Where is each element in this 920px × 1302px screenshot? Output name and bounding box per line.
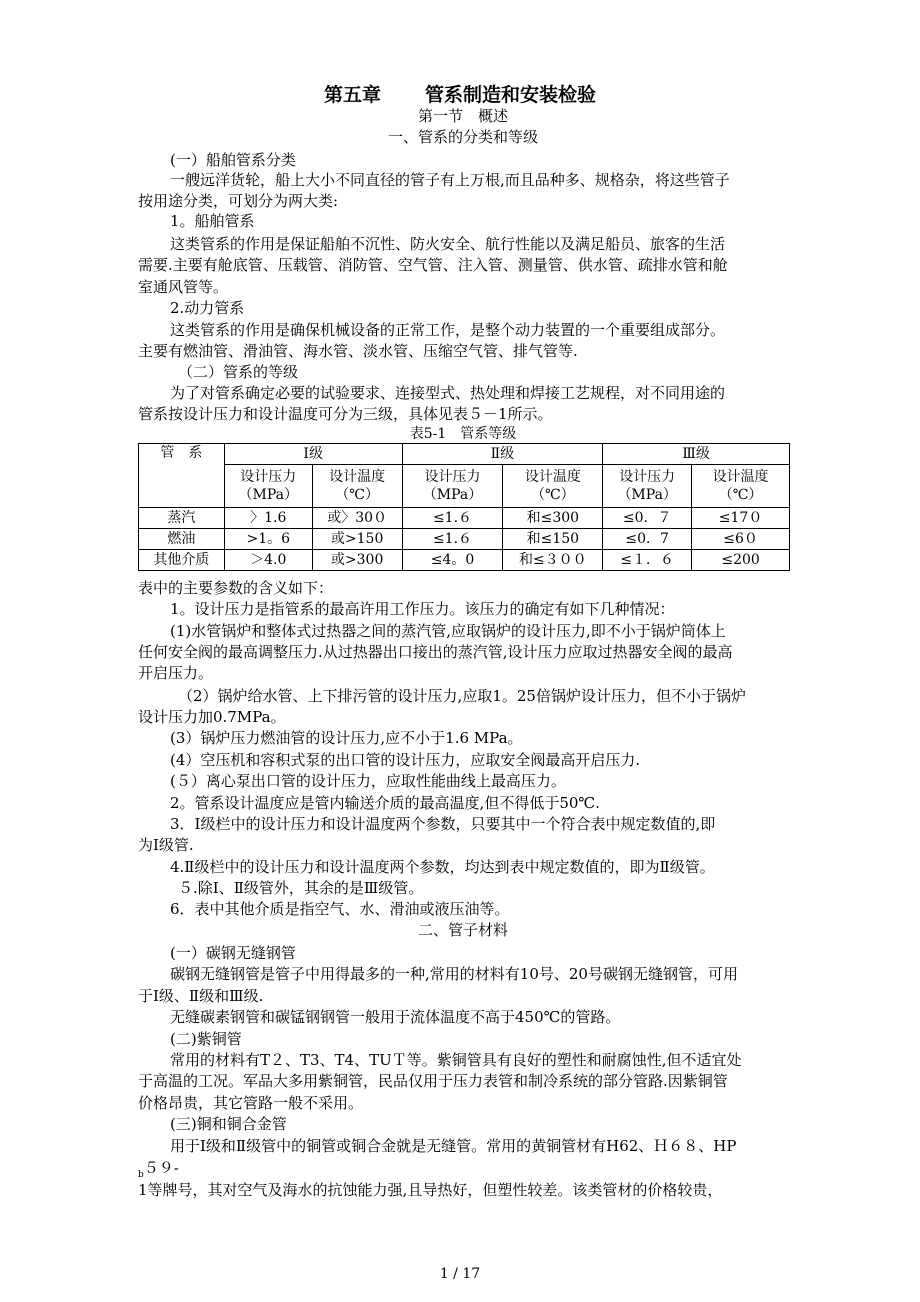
table-cell: 或>150 (312, 529, 402, 550)
table-cell: >1。6 (224, 529, 312, 550)
para-line: 2。管系设计温度应是管内输送介质的最高温度,但不得低于50℃. (170, 794, 600, 812)
table-row (139, 550, 790, 571)
para-line: 1。船舶管系 (170, 212, 255, 230)
para-line: 常用的材料有T２、T3、T4、TUＴ等。紫铜管具有良好的塑性和耐腐蚀性,但不适宜处 (170, 1051, 742, 1069)
para-line: (５）离心泵出口管的设计压力，应取性能曲线上最高压力。 (170, 772, 566, 790)
row-label: 燃油 (139, 529, 225, 550)
subheader-label: 设计压力 (619, 469, 676, 485)
table-cell: ≤4。0 (402, 550, 503, 571)
table-subheader (692, 465, 790, 508)
subheader-label: 设计温度 (524, 469, 581, 485)
para-line: 2.动力管系 (170, 299, 245, 317)
row-label: 其他介质 (139, 550, 225, 571)
para-line: ５.除Ⅰ、Ⅱ级管外，其余的是Ⅲ级管。 (178, 879, 424, 897)
para-line: 于高温的工况。军品大多用紫铜管，民品仅用于压力表管和制冷系统的部分管路.因紫铜管 (138, 1072, 728, 1090)
subheader-unit: （MPa） (238, 487, 298, 503)
heading-materials: 二、管子材料 (417, 921, 508, 939)
para-line: (1)水管锅炉和整体式过热器之间的蒸汽管,应取锅炉的设计压力,即不小于锅炉筒体上 (170, 622, 726, 640)
para-line: (3）锅炉压力燃油管的设计压力,应不小于1.6 MPa。 (170, 729, 523, 747)
subscript-b: b (138, 1170, 144, 1180)
para-line: 需要.主要有舱底管、压载管、消防管、空气管、注入管、测量管、供水管、疏排水管和舱 (138, 256, 728, 274)
para-line: 1。设计压力是指管系的最高许用工作压力。该压力的确定有如下几种情况： (170, 600, 675, 618)
table-cell: ≤１．６ (603, 550, 692, 571)
table-header-system: 管 系 (139, 444, 225, 508)
para-line: (一）船舶管系分类 (170, 151, 296, 169)
para-line: 按用途分类，可划分为两大类: (138, 192, 339, 210)
chapter-title (0, 80, 920, 107)
para-line: 价格昂贵，其它管路一般不采用。 (138, 1094, 364, 1112)
para-line: (一）碳钢无缝钢管 (170, 944, 296, 962)
para-line: 为了对管系确定必要的试验要求、连接型式、热处理和焊接工艺规程，对不同用途的 (170, 384, 726, 402)
para-line: （二）管系的等级 (178, 363, 299, 381)
table-cell: 和≤３００ (503, 550, 603, 571)
subheader-unit: （℃） (530, 487, 575, 503)
subheader-label: 设计压力 (424, 469, 481, 485)
heading-classification: 一、管系的分类和等级 (387, 128, 538, 146)
table-subheader (503, 465, 603, 508)
para-line: 表中的主要参数的含义如下： (138, 579, 334, 597)
para-line: 用于Ⅰ级和Ⅱ级管中的铜管或铜合金就是无缝管。常用的黄铜管材有H62、Ｈ６８、HP (170, 1137, 737, 1155)
subheader-unit: （℃） (335, 487, 379, 503)
table-subheader (312, 465, 402, 508)
para-line: 这类管系的作用是保证船舶不沉性、防火安全、航行性能以及满足船员、旅客的生活 (170, 235, 726, 253)
table-cell: ≤6０ (692, 529, 790, 550)
para-line: 1等牌号，其对空气及海水的抗蚀能力强,且导热好，但塑性较差。该类管材的价格较贵， (138, 1181, 723, 1199)
table-caption: 表5-1 管系等级 (409, 426, 517, 442)
row-label: 蒸汽 (139, 508, 225, 529)
table-cell: 或〉30０ (312, 508, 402, 529)
para-line: 管系按设计压力和设计温度可分为三级，具体见表５－1所示。 (138, 405, 553, 423)
chapter-number: 第五章 (323, 84, 381, 106)
para-line: 任何安全阀的最高调整压力.从过热器出口接出的蒸汽管,设计压力应取过热器安全阀的最高 (138, 643, 733, 661)
table-row (139, 508, 790, 529)
table-cell: 和≤300 (503, 508, 603, 529)
table-subheader (603, 465, 692, 508)
pipe-grade-table (138, 443, 790, 571)
table-cell: ≤200 (692, 550, 790, 571)
table-header-grade-1: Ⅰ级 (224, 444, 402, 465)
table-subheader (224, 465, 312, 508)
table-cell: ≤1.６ (402, 529, 503, 550)
subheader-unit: （℃） (718, 487, 763, 503)
para-line: 开启压力。 (138, 664, 214, 682)
fragment-text: ５９- (143, 1159, 179, 1177)
table-cell: ≤0．7 (603, 529, 692, 550)
para-line: 碳钢无缝钢管是管子中用得最多的一种,常用的材料有10号、20号碳钢无缝钢管，可用 (170, 965, 738, 983)
page-number: 1 / 17 (439, 1266, 481, 1282)
table-row (139, 529, 790, 550)
para-line: 6．表中其他介质是指空气、水、滑油或液压油等。 (170, 900, 510, 918)
subheader-label: 设计压力 (240, 469, 297, 485)
table-cell: 和≤150 (503, 529, 603, 550)
para-line: 4.Ⅱ级栏中的设计压力和设计温度两个参数，均达到表中规定数值的，即为Ⅱ级管。 (170, 858, 715, 876)
table-cell: 〉1.6 (224, 508, 312, 529)
table-cell: 或>300 (312, 550, 402, 571)
para-line: 主要有燃油管、滑油管、海水管、淡水管、压缩空气管、排气管等. (138, 342, 578, 360)
chapter-name: 管系制造和安装检验 (425, 84, 597, 106)
para-line: 于Ⅰ级、Ⅱ级和Ⅲ级. (138, 987, 264, 1005)
table-subheader (402, 465, 503, 508)
subheader-unit: （MPa） (422, 487, 483, 503)
para-line: 这类管系的作用是确保机械设备的正常工作，是整个动力装置的一个重要组成部分。 (170, 321, 726, 339)
para-line: 无缝碳素钢管和碳锰钢钢管一般用于流体温度不高于450℃的管路。 (170, 1008, 621, 1026)
para-line: 为Ⅰ级管. (138, 836, 194, 854)
para-line: 3．Ⅰ级栏中的设计压力和设计温度两个参数，只要其中一个符合表中规定数值的,即 (170, 815, 716, 833)
table-cell: ≤17０ (692, 508, 790, 529)
para-line: 一艘远洋货轮，船上大小不同直径的管子有上万根,而且品种多、规格杂，将这些管子 (170, 171, 730, 189)
para-line: (4）空压机和容积式泵的出口管的设计压力，应取安全阀最高开启压力. (170, 751, 641, 769)
subheader-unit: （MPa） (617, 487, 677, 503)
table-cell: ＞4.0 (224, 550, 312, 571)
para-line: 室通风管等。 (138, 278, 229, 296)
table-header-grade-2: Ⅱ级 (402, 444, 603, 465)
subheader-label: 设计温度 (712, 469, 769, 485)
subheader-label: 设计温度 (329, 469, 386, 485)
table-cell: ≤0．７ (603, 508, 692, 529)
para-line: （2）锅炉给水管、上下排污管的设计压力,应取1。25倍锅炉设计压力，但不小于锅炉 (178, 687, 746, 705)
para-line: (三)铜和铜合金管 (170, 1115, 287, 1133)
table-cell: ≤1.６ (402, 508, 503, 529)
section-title: 第一节 概述 (417, 107, 508, 125)
para-line: (二)紫铜管 (170, 1030, 242, 1048)
table-header-grade-3: Ⅲ级 (603, 444, 790, 465)
para-line: 设计压力加0.7MPa。 (138, 708, 286, 726)
